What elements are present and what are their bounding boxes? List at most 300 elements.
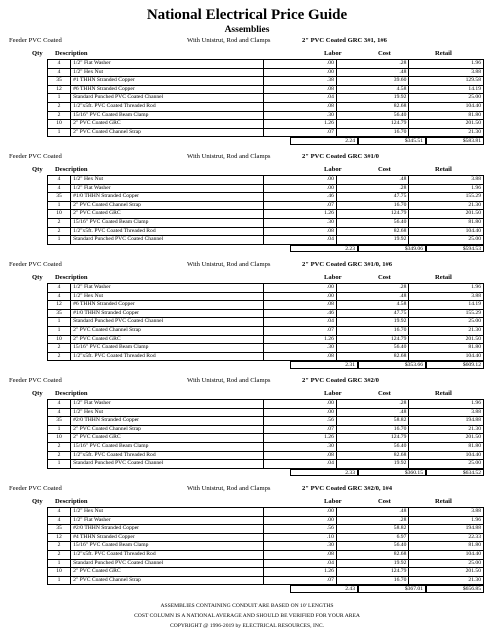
item-description: 1/2" Hex Nut [71,68,264,77]
item-retail: 21.30 [409,128,484,137]
page-subtitle: Assemblies [224,25,270,35]
item-labor: .46 [264,193,336,202]
item-qty: 2 [48,542,71,551]
column-header-cost: Cost [378,498,391,505]
item-retail: 201.50 [409,120,484,129]
item-qty: 4 [48,516,71,525]
item-cost: 16.70 [336,425,408,434]
item-description: Standard Punched PVC Coated Channel [71,559,264,568]
footer-line-1: ASSEMBLIES CONTAINING CONDUIT ARE BASED ON 10' LENGTHS [160,603,334,609]
item-description: 2" PVC Coated Channel Strap [71,576,264,585]
table-row [48,417,484,426]
table-row [48,508,484,517]
item-qty: 1 [48,460,71,469]
item-labor: .30 [264,542,336,551]
item-retail: 104.40 [409,550,484,559]
item-labor: .30 [264,442,336,451]
column-header-description: Description [55,50,88,57]
footer-line-2: COST COLUMN IS A NATIONAL AVERAGE AND SHOULD BE VERIFIED FOR YOUR AREA [134,613,360,619]
item-labor: .04 [264,559,336,568]
item-cost: 82.68 [336,227,408,236]
table-row [48,218,484,227]
item-qty: 2 [48,344,71,353]
page-title: National Electrical Price Guide [146,7,348,23]
total-cost: $360.15 [358,469,426,477]
item-qty: 4 [48,184,71,193]
item-retail: 81.80 [409,218,484,227]
item-cost: 124.79 [336,568,408,577]
item-retail: 21.30 [409,201,484,210]
assembly-section [0,376,494,477]
item-cost: 56.40 [336,344,408,353]
item-cost: 16.70 [336,576,408,585]
item-description: #2/0 THHN Stranded Copper [71,417,264,426]
item-labor: .08 [264,227,336,236]
section-category: Feeder PVC Coated [9,153,62,160]
table-row [48,236,484,245]
total-cost: $349.06 [358,245,426,253]
section-assembly-name: 2" PVC Coated GRC 3#1, 1#6 [302,37,387,44]
item-retail: 3.88 [409,292,484,301]
table-row [48,184,484,193]
item-labor: .00 [264,516,336,525]
item-retail: 25.00 [409,94,484,103]
footer-line-3: COPYRIGHT @ 1996-2019 by ELECTRICAL RESOURCES, INC. [169,623,324,629]
item-qty: 2 [48,111,71,120]
items-table [47,59,484,137]
table-row [48,434,484,443]
column-header-cost: Cost [378,274,391,281]
column-header-qty: Qty [32,498,43,505]
item-qty: 1 [48,236,71,245]
item-cost: .48 [336,176,408,185]
item-retail: 21.30 [409,576,484,585]
item-qty: 10 [48,120,71,129]
item-qty: 10 [48,335,71,344]
section-category: Feeder PVC Coated [9,377,62,384]
item-cost: 47.75 [336,309,408,318]
item-labor: .00 [264,508,336,517]
item-description: Standard Punched PVC Coated Channel [71,460,264,469]
table-row [48,77,484,86]
item-retail: 1.96 [409,284,484,293]
item-description: Standard Punched PVC Coated Channel [71,236,264,245]
item-qty: 4 [48,408,71,417]
table-row [48,68,484,77]
item-description: 2" PVC Coated GRC [71,210,264,219]
item-labor: 1.26 [264,120,336,129]
section-header [0,36,494,48]
section-assembly-name: 2" PVC Coated GRC 3#2/0 [302,377,379,384]
item-description: 2" PVC Coated GRC [71,335,264,344]
item-qty: 10 [48,568,71,577]
section-totals [0,469,494,477]
item-description: 2" PVC Coated GRC [71,120,264,129]
table-row [48,60,484,69]
item-retail: 3.88 [409,408,484,417]
item-labor: .00 [264,176,336,185]
item-cost: 124.79 [336,335,408,344]
table-row [48,284,484,293]
item-description: 1/2"x5ft. PVC Coated Threaded Rod [71,451,264,460]
column-header-labor: Labor [324,50,342,57]
item-labor: .10 [264,533,336,542]
item-retail: 1.96 [409,184,484,193]
column-header-description: Description [55,498,88,505]
item-qty: 35 [48,417,71,426]
column-header-retail: Retail [435,166,452,173]
item-description: 1/2"x5ft. PVC Coated Threaded Rod [71,102,264,111]
item-cost: 16.70 [336,128,408,137]
item-qty: 2 [48,451,71,460]
table-row [48,318,484,327]
item-retail: 25.00 [409,460,484,469]
item-qty: 1 [48,326,71,335]
item-description: #6 THHN Stranded Copper [71,301,264,310]
item-description: 2" PVC Coated Channel Strap [71,425,264,434]
item-retail: 1.96 [409,400,484,409]
item-retail: 81.80 [409,542,484,551]
item-retail: 21.30 [409,326,484,335]
column-headers [0,496,494,507]
item-description: 2" PVC Coated GRC [71,434,264,443]
total-labor: 2.23 [290,245,358,253]
item-description: 15/16" PVC Coated Beam Clamp [71,542,264,551]
column-headers [0,48,494,59]
section-header [0,260,494,272]
item-qty: 1 [48,94,71,103]
item-retail: 201.50 [409,568,484,577]
table-row [48,227,484,236]
table-row [48,335,484,344]
item-description: 1/2" Hex Nut [71,408,264,417]
items-table [47,507,484,585]
item-description: 1/2" Flat Washer [71,60,264,69]
item-cost: 56.40 [336,111,408,120]
item-labor: .08 [264,451,336,460]
item-cost: 16.70 [336,326,408,335]
table-row [48,301,484,310]
item-retail: 104.40 [409,102,484,111]
item-cost: 39.60 [336,77,408,86]
item-description: #6 THHN Stranded Copper [71,85,264,94]
item-retail: 25.00 [409,559,484,568]
item-retail: 81.80 [409,111,484,120]
item-labor: .08 [264,301,336,310]
table-row [48,120,484,129]
table-row [48,352,484,361]
total-retail: $609.12 [426,361,484,369]
item-labor: .00 [264,184,336,193]
item-qty: 1 [48,559,71,568]
item-labor: .46 [264,309,336,318]
item-labor: .56 [264,417,336,426]
item-qty: 4 [48,176,71,185]
table-row [48,451,484,460]
item-cost: 124.79 [336,434,408,443]
items-table [47,175,484,245]
table-row [48,176,484,185]
item-retail: 25.00 [409,236,484,245]
item-cost: .28 [336,60,408,69]
item-labor: .30 [264,111,336,120]
item-retail: 3.88 [409,508,484,517]
section-assembly-name: 2" PVC Coated GRC 3#1/0 [302,153,379,160]
total-labor: 2.33 [290,469,358,477]
section-header [0,152,494,164]
column-headers [0,388,494,399]
item-retail: 3.88 [409,176,484,185]
item-cost: 82.68 [336,102,408,111]
item-retail: 3.88 [409,68,484,77]
item-labor: .07 [264,576,336,585]
item-qty: 10 [48,434,71,443]
table-row [48,408,484,417]
item-cost: 47.75 [336,193,408,202]
table-row [48,193,484,202]
item-cost: .28 [336,184,408,193]
item-description: 1/2"x5ft. PVC Coated Threaded Rod [71,550,264,559]
total-labor: 2.24 [290,137,358,145]
item-cost: 4.58 [336,85,408,94]
item-retail: 1.96 [409,516,484,525]
item-qty: 2 [48,218,71,227]
item-retail: 155.29 [409,309,484,318]
item-labor: .00 [264,284,336,293]
assembly-section [0,260,494,369]
item-description: 2" PVC Coated Channel Strap [71,201,264,210]
item-retail: 129.58 [409,77,484,86]
item-description: #1/0 THHN Stranded Copper [71,309,264,318]
item-cost: 58.82 [336,525,408,534]
total-cost: $367.01 [358,585,426,593]
item-qty: 35 [48,309,71,318]
column-header-qty: Qty [32,390,43,397]
item-qty: 4 [48,508,71,517]
item-qty: 4 [48,284,71,293]
item-qty: 4 [48,68,71,77]
section-totals [0,585,494,593]
item-cost: 56.40 [336,542,408,551]
item-labor: .56 [264,525,336,534]
table-row [48,102,484,111]
table-row [48,568,484,577]
item-description: 1/2"x5ft. PVC Coated Threaded Rod [71,352,264,361]
column-header-cost: Cost [378,390,391,397]
item-description: 1/2" Flat Washer [71,184,264,193]
table-row [48,516,484,525]
item-retail: 201.50 [409,434,484,443]
item-qty: 1 [48,425,71,434]
item-qty: 4 [48,292,71,301]
item-labor: .08 [264,85,336,94]
item-qty: 10 [48,210,71,219]
item-description: 15/16" PVC Coated Beam Clamp [71,111,264,120]
table-row [48,111,484,120]
column-headers [0,272,494,283]
item-retail: 1.96 [409,60,484,69]
item-description: 2" PVC Coated Channel Strap [71,128,264,137]
item-labor: .07 [264,425,336,434]
item-labor: 1.26 [264,434,336,443]
item-qty: 1 [48,576,71,585]
item-qty: 2 [48,352,71,361]
item-labor: .04 [264,236,336,245]
item-description: 15/16" PVC Coated Beam Clamp [71,344,264,353]
item-retail: 104.40 [409,352,484,361]
item-retail: 25.00 [409,318,484,327]
section-totals [0,137,494,145]
item-description: 1/2" Flat Washer [71,516,264,525]
item-cost: .48 [336,68,408,77]
item-retail: 194.88 [409,525,484,534]
column-header-qty: Qty [32,274,43,281]
table-row [48,201,484,210]
column-header-cost: Cost [378,166,391,173]
item-labor: .08 [264,352,336,361]
column-header-qty: Qty [32,50,43,57]
item-qty: 2 [48,227,71,236]
table-row [48,533,484,542]
item-cost: 124.79 [336,210,408,219]
item-retail: 104.40 [409,227,484,236]
item-cost: 19.92 [336,94,408,103]
item-retail: 104.40 [409,451,484,460]
section-method: With Unistrut, Rod and Clamps [187,37,271,44]
item-cost: 19.92 [336,460,408,469]
item-labor: .04 [264,460,336,469]
item-description: 2" PVC Coated GRC [71,568,264,577]
item-retail: 201.50 [409,335,484,344]
total-retail: $583.81 [426,137,484,145]
item-cost: 4.58 [336,301,408,310]
column-header-description: Description [55,274,88,281]
item-labor: 1.26 [264,210,336,219]
section-category: Feeder PVC Coated [9,261,62,268]
item-cost: 19.92 [336,236,408,245]
item-qty: 1 [48,128,71,137]
item-cost: 124.79 [336,120,408,129]
assembly-section [0,152,494,253]
item-description: Standard Punched PVC Coated Channel [71,94,264,103]
item-qty: 35 [48,77,71,86]
table-row [48,128,484,137]
item-cost: .48 [336,508,408,517]
section-assembly-name: 2" PVC Coated GRC 3#1/0, 1#6 [302,261,393,268]
item-qty: 12 [48,301,71,310]
item-cost: 82.68 [336,352,408,361]
table-row [48,344,484,353]
item-labor: .00 [264,292,336,301]
item-description: #2/0 THHN Stranded Copper [71,525,264,534]
column-header-labor: Labor [324,498,342,505]
items-table [47,283,484,361]
item-retail: 81.80 [409,344,484,353]
item-qty: 35 [48,525,71,534]
table-row [48,425,484,434]
item-description: #1 THHN Stranded Copper [71,77,264,86]
item-retail: 21.30 [409,425,484,434]
item-description: 15/16" PVC Coated Beam Clamp [71,218,264,227]
table-row [48,94,484,103]
item-labor: .07 [264,128,336,137]
item-qty: 4 [48,60,71,69]
section-method: With Unistrut, Rod and Clamps [187,377,271,384]
table-row [48,442,484,451]
table-row [48,542,484,551]
section-assembly-name: 2" PVC Coated GRC 3#2/0, 1#4 [302,485,393,492]
column-header-retail: Retail [435,390,452,397]
table-row [48,326,484,335]
item-qty: 12 [48,533,71,542]
section-header [0,376,494,388]
section-header [0,484,494,496]
item-retail: 155.29 [409,193,484,202]
section-totals [0,361,494,369]
table-row [48,460,484,469]
item-retail: 81.80 [409,442,484,451]
column-header-labor: Labor [324,274,342,281]
items-table [47,399,484,469]
item-cost: 58.82 [336,417,408,426]
column-header-labor: Labor [324,390,342,397]
item-cost: .28 [336,400,408,409]
item-description: #1/0 THHN Stranded Copper [71,193,264,202]
total-retail: $634.52 [426,469,484,477]
item-description: 1/2" Flat Washer [71,400,264,409]
item-qty: 4 [48,400,71,409]
table-row [48,400,484,409]
item-description: 1/2" Hex Nut [71,508,264,517]
item-retail: 14.19 [409,85,484,94]
item-description: Standard Punched PVC Coated Channel [71,318,264,327]
item-labor: .07 [264,326,336,335]
table-row [48,576,484,585]
item-retail: 14.19 [409,301,484,310]
item-cost: 82.68 [336,451,408,460]
section-method: With Unistrut, Rod and Clamps [187,485,271,492]
column-header-cost: Cost [378,50,391,57]
column-header-description: Description [55,390,88,397]
item-description: 1/2" Flat Washer [71,284,264,293]
item-labor: .38 [264,77,336,86]
column-header-qty: Qty [32,166,43,173]
total-cost: $345.51 [358,137,426,145]
column-header-retail: Retail [435,50,452,57]
item-cost: 19.92 [336,559,408,568]
item-labor: .04 [264,318,336,327]
item-description: 2" PVC Coated Channel Strap [71,326,264,335]
section-totals [0,245,494,253]
item-retail: 201.50 [409,210,484,219]
item-cost: .48 [336,292,408,301]
item-qty: 35 [48,193,71,202]
assembly-section [0,484,494,593]
section-category: Feeder PVC Coated [9,485,62,492]
assembly-section [0,36,494,145]
item-cost: .28 [336,284,408,293]
column-header-retail: Retail [435,274,452,281]
table-row [48,85,484,94]
item-cost: .28 [336,516,408,525]
item-cost: 56.40 [336,218,408,227]
item-cost: .48 [336,408,408,417]
column-headers [0,164,494,175]
item-labor: .08 [264,550,336,559]
item-labor: .00 [264,68,336,77]
table-row [48,559,484,568]
total-labor: 2.43 [290,585,358,593]
